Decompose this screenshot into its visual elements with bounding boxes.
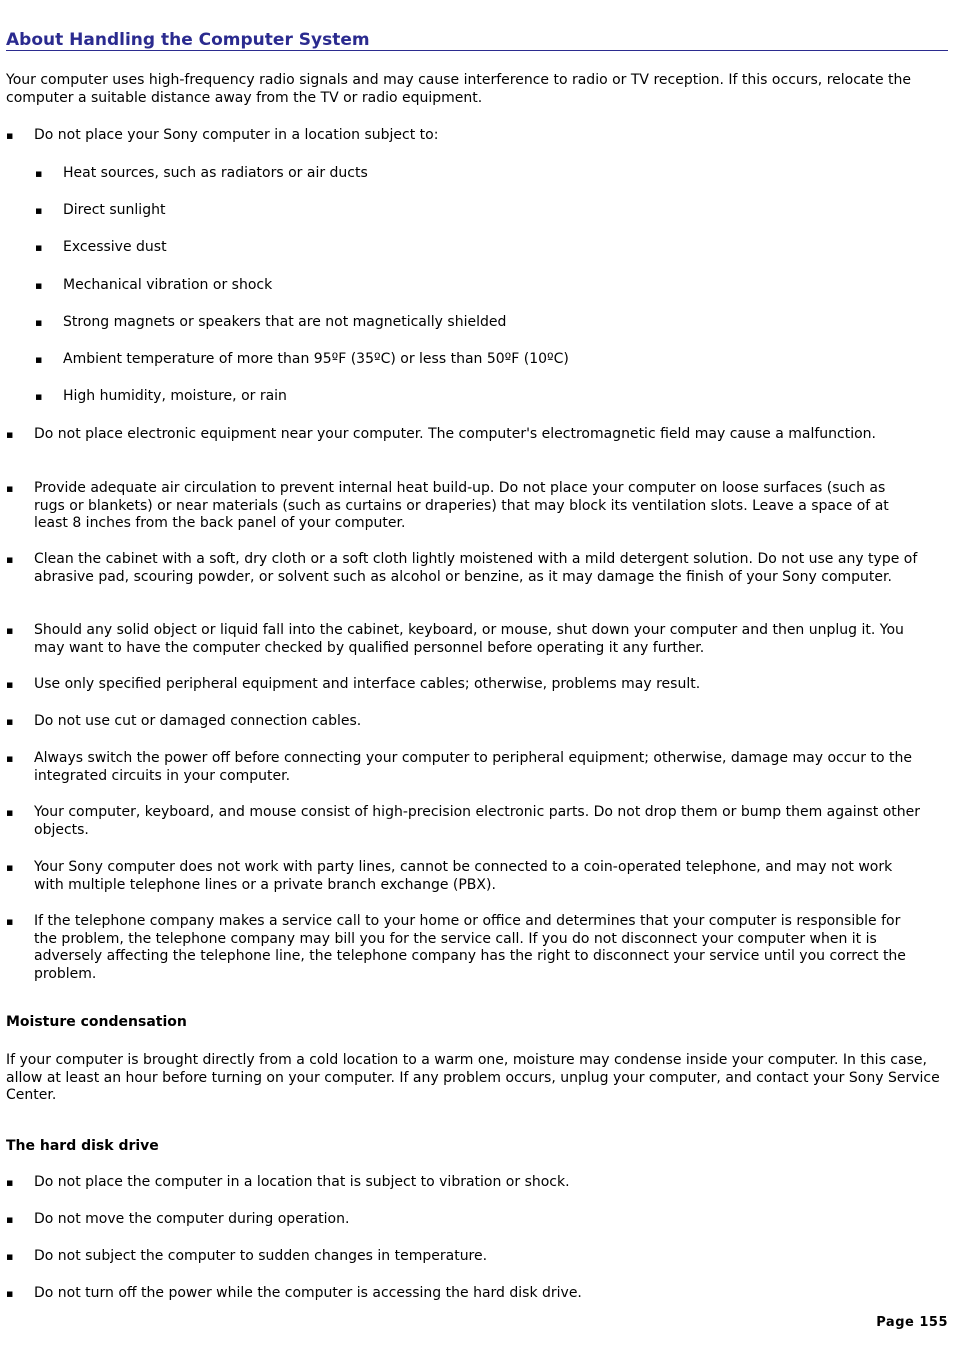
list-item (6, 1211, 920, 1229)
list-item-text: Do not place your Sony computer in a location subject to: (34, 127, 439, 143)
list-item-text: Do not use cut or damaged connection cables. (34, 713, 362, 729)
list-item (6, 913, 920, 983)
list-item (6, 676, 920, 694)
bullet-icon: ▪ (6, 1250, 14, 1263)
bullet-icon: ▪ (35, 204, 43, 217)
bullet-icon: ▪ (6, 482, 14, 495)
list-item-text: Clean the cabinet with a soft, dry cloth or a soft cloth lightly moistened with a mild detergent solution. Do not use any type of abrasive pad, scouring powder, or solvent such as alcohol or benzine, as it may damage the finish of your Sony computer. (34, 551, 918, 585)
bullet-icon: ▪ (35, 167, 43, 180)
bullet-icon: ▪ (6, 428, 14, 441)
sub-list-item (6, 351, 913, 369)
bullet-icon: ▪ (35, 316, 43, 329)
section-heading-moisture: Moisture condensation (6, 1014, 187, 1030)
list-item-text: Your computer, keyboard, and mouse consist of high-precision electronic parts. Do not drop them or bump them against other objects. (34, 804, 921, 838)
bullet-icon: ▪ (6, 678, 14, 691)
list-item-text: Strong magnets or speakers that are not magnetically shielded (63, 314, 507, 330)
list-item-text: Do not turn off the power while the computer is accessing the hard disk drive. (34, 1285, 582, 1301)
bullet-icon: ▪ (6, 715, 14, 728)
section-heading-hard-disk: The hard disk drive (6, 1138, 159, 1154)
bullet-icon: ▪ (35, 390, 43, 403)
bullet-icon: ▪ (6, 624, 14, 637)
sub-list-item (6, 388, 913, 406)
list-item (6, 622, 920, 657)
page-number: Page 155 (876, 1315, 948, 1330)
list-item-text: Ambient temperature of more than 95ºF (35ºC) or less than 50ºF (10ºC) (63, 351, 569, 367)
list-item (6, 750, 920, 785)
list-item (6, 551, 920, 586)
bullet-icon: ▪ (6, 752, 14, 765)
bullet-icon: ▪ (6, 129, 14, 142)
bullet-icon: ▪ (6, 553, 14, 566)
sub-list-item (6, 314, 913, 332)
list-item (6, 426, 920, 444)
list-item-text: Mechanical vibration or shock (63, 277, 273, 293)
list-item-text: Heat sources, such as radiators or air ducts (63, 165, 368, 181)
moisture-paragraph: If your computer is brought directly from a cold location to a warm one, moisture may condense inside your computer. In this case, allow at least an hour before turning on your computer. If any problem occurs, unplug your computer, and contact your Sony Service Center. (6, 1052, 940, 1103)
list-item (6, 1285, 920, 1303)
list-item-text: Do not place the computer in a location that is subject to vibration or shock. (34, 1174, 570, 1190)
sub-list-item (6, 165, 913, 183)
list-item-text: Provide adequate air circulation to prevent internal heat build-up. Do not place your computer on loose surfaces (such as rugs or blankets) or near materials (such as curtains or draperies) that may block its ventilation slots. Leave a space of at least 8 inches from the back panel of your computer. (34, 480, 889, 531)
list-item (6, 1248, 920, 1266)
list-item (6, 713, 920, 731)
list-item (6, 859, 920, 894)
list-item-text: High humidity, moisture, or rain (63, 388, 287, 404)
list-item (6, 804, 920, 839)
list-item-text: Excessive dust (63, 239, 167, 255)
bullet-icon: ▪ (35, 241, 43, 254)
sub-list-item (6, 202, 913, 220)
bullet-icon: ▪ (6, 861, 14, 874)
list-item (6, 480, 920, 533)
sub-list-item (6, 277, 913, 295)
list-item-text: Do not subject the computer to sudden changes in temperature. (34, 1248, 488, 1264)
list-item-text: Should any solid object or liquid fall into the cabinet, keyboard, or mouse, shut down your computer and then unplug it. You may want to have the computer checked by qualified personnel before operating it any further. (34, 622, 904, 656)
bullet-icon: ▪ (6, 1176, 14, 1189)
page-title: About Handling the Computer System (6, 30, 948, 51)
list-item (6, 1174, 920, 1192)
list-item-text: Do not place electronic equipment near your computer. The computer's electromagnetic field may cause a malfunction. (34, 426, 876, 442)
intro-paragraph: Your computer uses high-frequency radio signals and may cause interference to radio or TV reception. If this occurs, relocate the computer a suitable distance away from the TV or radio equipment. (6, 72, 912, 106)
list-item-text: Direct sunlight (63, 202, 166, 218)
list-item-text: Your Sony computer does not work with party lines, cannot be connected to a coin-operated telephone, and may not work with multiple telephone lines or a private branch exchange (PBX). (34, 859, 893, 893)
sub-list-item (6, 239, 913, 257)
list-item-text: Always switch the power off before connecting your computer to peripheral equipment; otherwise, damage may occur to the integrated circuits in your computer. (34, 750, 912, 784)
bullet-icon: ▪ (35, 353, 43, 366)
bullet-icon: ▪ (6, 1287, 14, 1300)
list-item-text: Do not move the computer during operation. (34, 1211, 350, 1227)
bullet-icon: ▪ (6, 915, 14, 928)
bullet-icon: ▪ (35, 279, 43, 292)
list-item (6, 127, 920, 145)
bullet-icon: ▪ (6, 806, 14, 819)
list-item-text: If the telephone company makes a service call to your home or office and determines that your computer is responsible for the problem, the telephone company may bill you for the service call. If you do not disconnect your computer when it is adversely affecting the telephone line, the telephone company has the right to disconnect your service until you correct the problem. (34, 913, 906, 982)
bullet-icon: ▪ (6, 1213, 14, 1226)
list-item-text: Use only specified peripheral equipment and interface cables; otherwise, problems may result. (34, 676, 701, 692)
